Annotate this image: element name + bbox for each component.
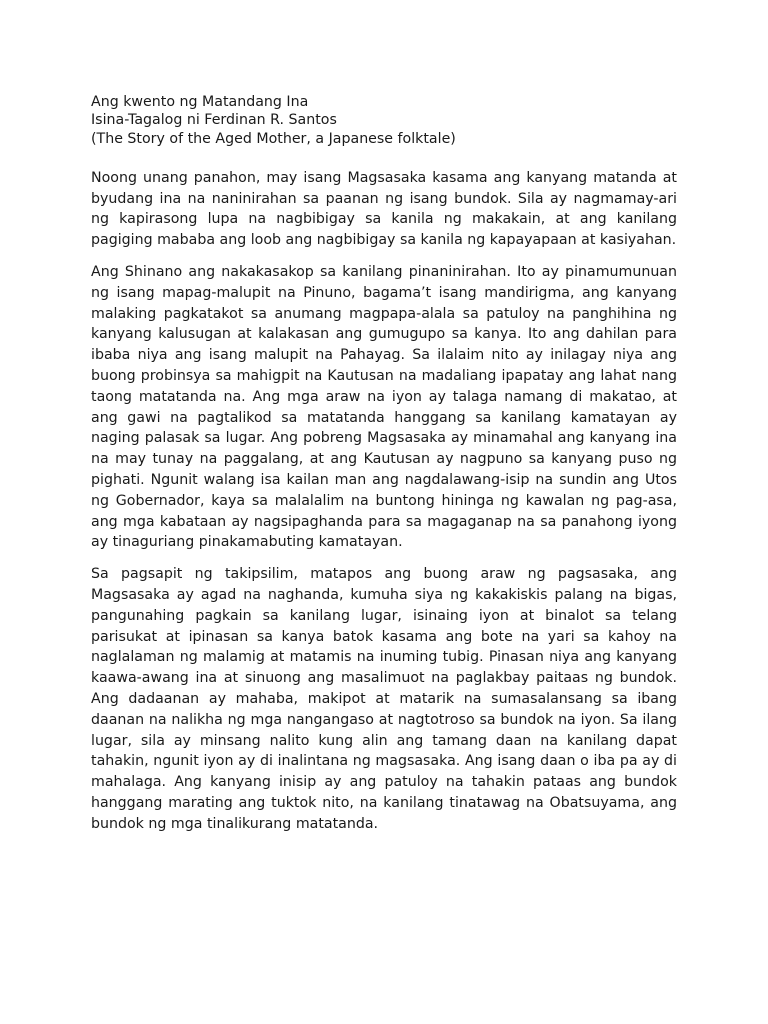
paragraph-3: Sa pagsapit ng takipsilim, matapos ang buong araw ng pagsasaka, ang Magsasaka ay agad na naghanda, kumuha siya ng kakakiskis palang na bigas, pangunahing pagkain sa kanilang lugar, isinaing iyon at binalot sa telang parisukat at ipinasan sa kanya batok kasama ang bote na yari sa kahoy na naglalaman ng malamig at matamis na inuming tubig. Pinasan niya ang kanyang kaawa-awang ina at sinuong ang masalimuot na paglakbay paitaas ng bundok. Ang dadaanan ay mahaba, makipot at matarik na sumasalansang sa ibang daanan na nalikha ng mga nangangaso at nagtotroso sa bundok na iyon. Sa ilang lugar, sila ay minsang nalito kung alin ang tamang daan na kanilang dapat tahakin, ngunit iyon ay di inalintana ng magsasaka. Ang isang daan o iba pa ay di mahalaga. Ang kanyang inisip ay ang patuloy na tahakin pataas ang bundok hanggang marating ang tuktok nito, na kanilang tinatawag na Obatsuyama, ang bundok ng mga tinalikurang matatanda. <box>91 566 677 832</box>
document-body <box>91 93 677 835</box>
paragraph-2: Ang Shinano ang nakakasakop sa kanilang pinaninirahan. Ito ay pinamumunuan ng isang mapag-malupit na Pinuno, bagama’t isang mandirigma, ang kanyang malaking pagkatakot sa anumang magpapa-alala sa patuloy na panghihina ng kanyang kalusugan at kalakasan ang gumugupo sa kanya. Ito ang dahilan para ibaba niya ang isang malupit na Pahayag. Sa ilalaim nito ay inilagay niya ang buong probinsya sa mahigpit na Kautusan na madaliang ipapatay ang lahat nang taong matatanda na. Ang mga araw na iyon ay talaga namang di makatao, at ang gawi na pagtalikod sa matatanda hanggang sa kanilang kamatayan ay naging palasak sa lugar. Ang pobreng Magsasaka ay minamahal ang kanyang ina na may tunay na paggalang, at ang Kautusan ay nagpuno sa kanyang puso ng pighati. Ngunit walang isa kailan man ang nagdalawang-isip na sundin ang Utos ng Gobernador, kaya sa malalalim na buntong hininga ng kawalan ng pag-asa, ang mga kabataan ay nagsipaghanda para sa magaganap na sa panahong iyong ay tinaguriang pinakamabuting kamatayan. <box>91 264 677 551</box>
paragraph-1: Noong unang panahon, may isang Magsasaka kasama ang kanyang matanda at byudang ina na naninirahan sa paanan ng isang bundok. Sila ay nagmamay-ari ng kapirasong lupa na nagbibigay sa kanila ng makakain, at ang kanilang pagiging mababa ang loob ang nagbibigay sa kanila ng kapayapaan at kasiyahan. <box>91 169 677 249</box>
document-header <box>91 93 677 148</box>
story-title: Ang kwento ng Matandang Ina <box>91 94 309 110</box>
story-subtitle: (The Story of the Aged Mother, a Japanese folktale) <box>91 130 456 147</box>
translator-credit: Isina-Tagalog ni Ferdinan R. Santos <box>91 112 337 129</box>
